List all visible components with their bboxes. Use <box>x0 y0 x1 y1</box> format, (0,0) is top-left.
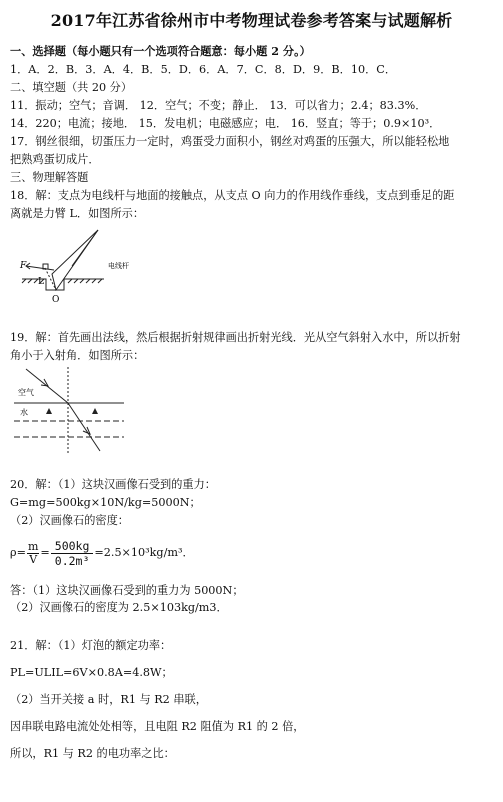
q20-line2: G=mg=500kg×10N/kg=5000N； <box>10 496 201 509</box>
fig18-label-F: F <box>20 261 27 271</box>
fill-answers-14-16: 14．220；电流；接地． 15．发电机；电磁感应；电． 16．竖直；等于；0.9×10³． <box>10 117 441 130</box>
q21-line5: 所以，R1 与 R2 的电功率之比： <box>10 747 175 760</box>
triangle-marker-icon <box>92 408 98 414</box>
fig18-label-pole: 电线杆 <box>108 262 129 270</box>
q21-line2: PL=ULIL=6V×0.8A=4.8W； <box>10 666 173 679</box>
document-title: 2017年江苏省徐州市中考物理试卷参考答案与试题解析 <box>50 11 453 30</box>
fill-answers-11-13: 11．振动；空气；音调． 12．空气；不变；静止． 13．可以省力；2.4；83.3%． <box>10 99 427 112</box>
fraction-m-over-v: $\frac{m}{V}$ <box>27 539 39 566</box>
q20-line3: （2）汉画像石的密度： <box>10 514 129 527</box>
choice-answers: 1．A．2．B．3．A．4．B．5．D．6．A．7．C．8．D．9．B．10．C． <box>10 63 397 76</box>
fig18-label-O: O <box>52 295 60 305</box>
fig18-label-L: L <box>38 277 44 287</box>
q18-line2: 离就是力臂 L．如图所示： <box>10 207 145 220</box>
q21-line3: （2）当开关接 a 时，R1 与 R2 串联， <box>10 693 207 706</box>
fig19-label-air: 空气 <box>18 388 34 397</box>
q21-line4: 因串联电路电流处处相等，且电阻 R2 阻值为 R1 的 2 倍， <box>10 720 305 733</box>
triangle-marker-icon <box>46 408 52 414</box>
density-result: =2.5×10³kg/m³． <box>94 546 194 559</box>
q19-line1: 19．解：首先画出法线，然后根据折射规律画出折射光线．光从空气斜射入水中，所以折射 <box>10 331 461 344</box>
rho-symbol: ρ= <box>10 546 26 559</box>
figure-18-lever-diagram <box>12 224 162 308</box>
q20-line1: 20．解：（1）这块汉画像石受到的重力： <box>10 478 216 491</box>
section2-heading: 二、填空题（共 20 分） <box>10 81 133 94</box>
section3-heading: 三、物理解答题 <box>10 171 89 184</box>
fig19-label-water: 水 <box>20 408 28 417</box>
figure-19-refraction-diagram <box>12 365 127 457</box>
section1-heading: 一、选择题（每小题只有一个选项符合题意：每小题 2 分。） <box>10 44 311 58</box>
q20-answer-2: （2）汉画像石的密度为 2.5×103kg/m3． <box>10 601 228 614</box>
q20-answer-1: 答：（1）这块汉画像石受到的重力为 5000N； <box>10 584 244 597</box>
fill-answer-17-line2: 把熟鸡蛋切成片． <box>10 153 100 166</box>
q18-line1: 18．解：支点为电线杆与地面的接触点，从支点 O 向力的作用线作垂线，支点到垂足的距 <box>10 189 455 202</box>
q21-line1: 21．解：（1）灯泡的额定功率： <box>10 639 172 652</box>
q19-line2: 角小于入射角．如图所示： <box>10 349 145 362</box>
q20-density-formula: ρ= $\frac{m}{V}$ = $\frac{500kg}{\text{0.2m³}}$ =2.5×10³kg/m³． <box>10 538 194 568</box>
fill-answer-17-line1: 17．钢丝很细，切蛋压力一定时，鸡蛋受力面积小，钢丝对鸡蛋的压强大，所以能轻松地 <box>10 135 450 148</box>
fraction-mass-over-volume: $\frac{500kg}{\text{0.2m³}}$ <box>51 539 94 568</box>
